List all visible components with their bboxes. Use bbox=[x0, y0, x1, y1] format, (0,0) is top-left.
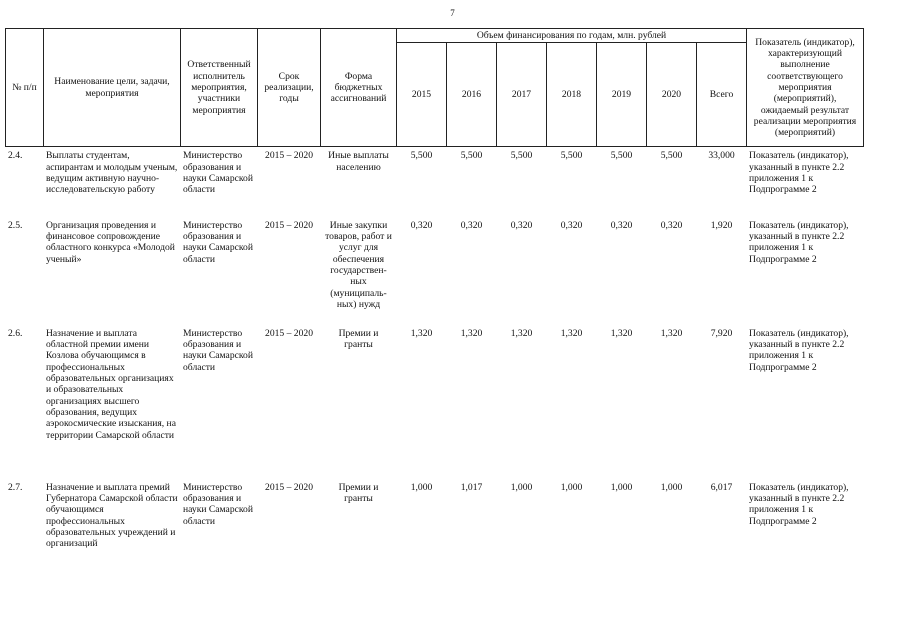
row-indicator: Показатель (индикатор), указанный в пункте 2.2 приложения 1 к Подпрограмме 2 bbox=[747, 325, 864, 479]
header-total: Всего bbox=[697, 43, 747, 147]
header-year-2018: 2018 bbox=[547, 43, 597, 147]
row-form: Премии и гранты bbox=[321, 325, 397, 479]
table-row bbox=[6, 479, 864, 579]
row-value-2019: 1,320 bbox=[597, 325, 647, 479]
header-financing: Объем финансирования по годам, млн. рублей bbox=[397, 29, 747, 43]
row-term: 2015 – 2020 bbox=[258, 479, 321, 579]
header-indicator: Показатель (индикатор), характеризующий выполнение соответствующего мероприятия (мероприятий), ожидаемый результат реализации мероприятия (мероприятий) bbox=[747, 29, 864, 147]
row-value-2015: 1,000 bbox=[397, 479, 447, 579]
row-num: 2.5. bbox=[6, 217, 44, 325]
header-year-2017: 2017 bbox=[497, 43, 547, 147]
table-row bbox=[6, 147, 864, 217]
row-value-2020: 5,500 bbox=[647, 147, 697, 217]
header-year-2019: 2019 bbox=[597, 43, 647, 147]
row-name: Назначение и выплата премий Губернатора Самарской области обучающимся профессиональных образовательных учреждений и организаций bbox=[44, 479, 181, 579]
row-form: Иные выплаты населению bbox=[321, 147, 397, 217]
row-value-2019: 0,320 bbox=[597, 217, 647, 325]
row-name: Организация проведения и финансовое сопровождение областного конкурса «Молодой ученый» bbox=[44, 217, 181, 325]
row-value-2019: 5,500 bbox=[597, 147, 647, 217]
page-number: 7 bbox=[450, 8, 455, 18]
header-year-2016: 2016 bbox=[447, 43, 497, 147]
header-year-2020: 2020 bbox=[647, 43, 697, 147]
row-value-2016: 1,320 bbox=[447, 325, 497, 479]
row-form: Иные закупки товаров, работ и услуг для обеспечения государствен- ных (муниципаль- ных) нужд bbox=[321, 217, 397, 325]
row-value-2020: 1,320 bbox=[647, 325, 697, 479]
row-value-2017: 0,320 bbox=[497, 217, 547, 325]
row-value-2015: 5,500 bbox=[397, 147, 447, 217]
row-responsible: Министерство образования и науки Самарской области bbox=[181, 147, 258, 217]
table-body bbox=[6, 147, 864, 579]
header-num: № п/п bbox=[6, 29, 44, 147]
row-name: Назначение и выплата областной премии имени Козлова обучающимся в профессиональных образовательных организациях и образовательных организациях высшего образования, ведущих аэрокосмические изыскания, на территории Самарской области bbox=[44, 325, 181, 479]
table-row bbox=[6, 217, 864, 325]
row-value-2018: 1,320 bbox=[547, 325, 597, 479]
header-responsible: Ответственный исполнитель мероприятия, участники мероприятия bbox=[181, 29, 258, 147]
header-term: Срок реализации, годы bbox=[258, 29, 321, 147]
row-term: 2015 – 2020 bbox=[258, 325, 321, 479]
row-value-2015: 0,320 bbox=[397, 217, 447, 325]
row-value-2015: 1,320 bbox=[397, 325, 447, 479]
row-responsible: Министерство образования и науки Самарской области bbox=[181, 217, 258, 325]
row-total: 1,920 bbox=[697, 217, 747, 325]
header-name: Наименование цели, задачи, мероприятия bbox=[44, 29, 181, 147]
table-row bbox=[6, 325, 864, 479]
row-total: 33,000 bbox=[697, 147, 747, 217]
row-value-2017: 1,320 bbox=[497, 325, 547, 479]
financing-table bbox=[5, 28, 864, 579]
row-value-2016: 0,320 bbox=[447, 217, 497, 325]
row-term: 2015 – 2020 bbox=[258, 147, 321, 217]
row-value-2019: 1,000 bbox=[597, 479, 647, 579]
row-value-2017: 5,500 bbox=[497, 147, 547, 217]
row-total: 7,920 bbox=[697, 325, 747, 479]
row-indicator: Показатель (индикатор), указанный в пункте 2.2 приложения 1 к Подпрограмме 2 bbox=[747, 147, 864, 217]
row-form: Премии и гранты bbox=[321, 479, 397, 579]
row-value-2020: 0,320 bbox=[647, 217, 697, 325]
row-responsible: Министерство образования и науки Самарской области bbox=[181, 479, 258, 579]
row-value-2018: 0,320 bbox=[547, 217, 597, 325]
row-total: 6,017 bbox=[697, 479, 747, 579]
row-num: 2.7. bbox=[6, 479, 44, 579]
row-num: 2.6. bbox=[6, 325, 44, 479]
row-indicator: Показатель (индикатор), указанный в пункте 2.2 приложения 1 к Подпрограмме 2 bbox=[747, 479, 864, 579]
table-header bbox=[6, 29, 864, 147]
row-responsible: Министерство образования и науки Самарской области bbox=[181, 325, 258, 479]
row-num: 2.4. bbox=[6, 147, 44, 217]
row-value-2020: 1,000 bbox=[647, 479, 697, 579]
row-value-2017: 1,000 bbox=[497, 479, 547, 579]
row-value-2016: 5,500 bbox=[447, 147, 497, 217]
row-value-2018: 1,000 bbox=[547, 479, 597, 579]
row-value-2016: 1,017 bbox=[447, 479, 497, 579]
row-value-2018: 5,500 bbox=[547, 147, 597, 217]
header-year-2015: 2015 bbox=[397, 43, 447, 147]
row-term: 2015 – 2020 bbox=[258, 217, 321, 325]
row-name: Выплаты студентам, аспирантам и молодым ученым, ведущим активную научно-исследовательскую работу bbox=[44, 147, 181, 217]
row-indicator: Показатель (индикатор), указанный в пункте 2.2 приложения 1 к Подпрограмме 2 bbox=[747, 217, 864, 325]
header-form: Форма бюджетных ассигнований bbox=[321, 29, 397, 147]
